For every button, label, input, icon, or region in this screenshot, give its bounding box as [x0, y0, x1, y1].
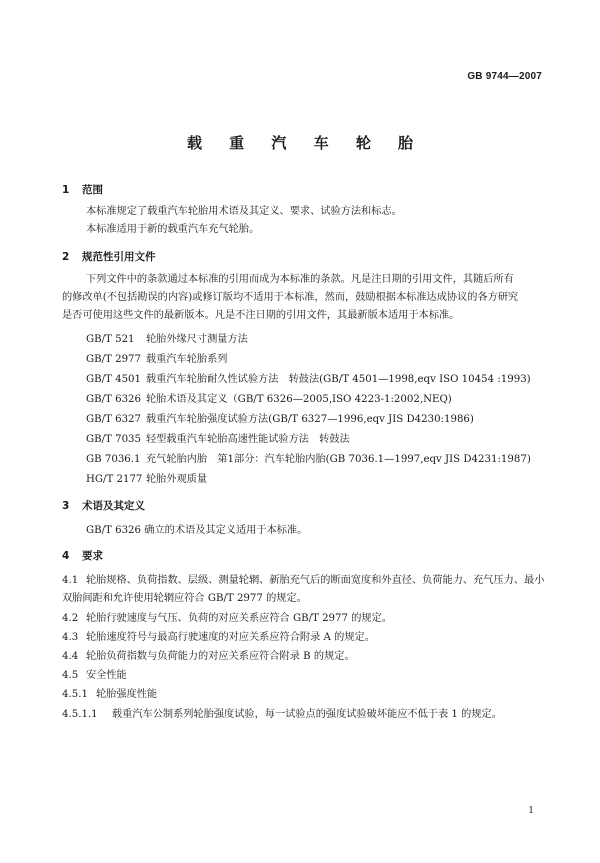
reference-code: GB/T 2977 — [86, 354, 142, 365]
section-title: 要求 — [82, 550, 103, 562]
reference-title: 载重汽车轮胎强度试验方法(GB/T 6327—1996,eqv JIS D4230:1986) — [146, 414, 474, 425]
reference-code: HG/T 2177 — [86, 474, 143, 485]
clause-text-line: 双胎间距和允许使用轮辋应符合 GB/T 2977 的规定。 — [62, 593, 307, 604]
paragraph: GB/T 6326 确立的术语及其定义适用于本标准。 — [86, 525, 308, 536]
section-title: 范围 — [82, 184, 103, 196]
clause-text: 轮胎强度性能 — [96, 689, 158, 700]
reference-title: 载重汽车轮胎耐久性试验方法 转鼓法(GB/T 4501—1998,eqv ISO 10454 :1993) — [146, 374, 531, 385]
clause-4-5-1 — [62, 685, 157, 700]
reference-code: GB/T 6327 — [86, 414, 142, 425]
reference-code: GB/T 7035 — [86, 434, 142, 445]
reference-item — [86, 470, 207, 485]
paragraph-line: 的修改单(不包括勘误的内容)或修订版均不适用于本标准，然而，鼓励根据本标准达成协议的各方研究 — [62, 292, 519, 303]
standard-number: GB 9744—2007 — [467, 71, 542, 82]
clause-text-line: 轮胎规格、负荷指数、层级、测量轮辋、新胎充气后的断面宽度和外直径、负荷能力、充气压力、最小 — [86, 575, 545, 586]
clause-text: 轮胎速度符号与最高行驶速度的对应关系应符合附录 A 的规定。 — [86, 632, 375, 643]
reference-title: 轻型载重汽车轮胎高速性能试验方法 转鼓法 — [146, 434, 350, 445]
reference-code: GB 7036.1 — [86, 454, 141, 465]
clause-4-5-1-1 — [62, 705, 502, 720]
section-3-heading — [62, 498, 145, 513]
section-title: 术语及其定义 — [82, 500, 145, 512]
reference-item — [86, 350, 228, 365]
clause-number: 4.3 — [62, 632, 79, 643]
paragraph: 本标准规定了载重汽车轮胎用术语及其定义、要求、试验方法和标志。 — [86, 206, 402, 217]
reference-code: GB/T 4501 — [86, 374, 142, 385]
clause-number: 4.1 — [62, 575, 79, 586]
reference-item — [86, 330, 248, 345]
paragraph-line: 是否可使用这些文件的最新版本。凡是不注日期的引用文件，其最新版本适用于本标准。 — [62, 310, 460, 321]
clause-number: 4.5.1.1 — [62, 709, 98, 720]
clause-4-3 — [62, 628, 375, 643]
clause-text: 轮胎负荷指数与负荷能力的对应关系应符合附录 B 的规定。 — [86, 651, 355, 662]
reference-item — [86, 410, 474, 425]
page-number: 1 — [528, 806, 534, 816]
section-number: 1 — [62, 184, 70, 196]
section-1-heading — [62, 182, 103, 197]
reference-title: 轮胎外缘尺寸测量方法 — [146, 334, 248, 345]
reference-title: 充气轮胎内胎 第1部分：汽车轮胎内胎(GB 7036.1—1997,eqv JIS D4231:1987) — [146, 454, 531, 465]
clause-4-1 — [62, 571, 544, 586]
clause-4-4 — [62, 647, 355, 662]
section-4-heading — [62, 548, 103, 563]
paragraph: 本标准适用于新的载重汽车充气轮胎。 — [86, 224, 260, 235]
reference-item — [86, 390, 452, 405]
section-2-heading — [62, 249, 156, 264]
section-number: 2 — [62, 251, 70, 263]
section-number: 4 — [62, 550, 70, 562]
reference-title: 轮胎外观质量 — [146, 474, 208, 485]
paragraph-line: 下列文件中的条款通过本标准的引用而成为本标准的条款。凡是注日期的引用文件，其随后所有 — [86, 274, 514, 285]
clause-text: 安全性能 — [86, 670, 127, 681]
reference-title: 轮胎术语及其定义（GB/T 6326—2005,ISO 4223-1:2002,NEQ) — [146, 394, 452, 405]
reference-code: GB/T 521 — [86, 334, 135, 345]
reference-item — [86, 430, 350, 445]
section-title: 规范性引用文件 — [82, 251, 156, 263]
clause-number: 4.2 — [62, 613, 79, 624]
clause-number: 4.5 — [62, 670, 79, 681]
clause-number: 4.4 — [62, 651, 79, 662]
reference-item — [86, 370, 531, 385]
section-number: 3 — [62, 500, 70, 512]
reference-code: GB/T 6326 — [86, 394, 142, 405]
clause-text: 轮胎行驶速度与气压、负荷的对应关系应符合 GB/T 2977 的规定。 — [86, 613, 392, 624]
clause-number: 4.5.1 — [62, 689, 88, 700]
document-title: 载 重 汽 车 轮 胎 — [186, 134, 425, 152]
reference-item — [86, 450, 531, 465]
clause-4-2 — [62, 609, 392, 624]
reference-title: 载重汽车轮胎系列 — [146, 354, 228, 365]
clause-text: 载重汽车公制系列轮胎强度试验，每一试验点的强度试验破坏能应不低于表 1 的规定。 — [112, 709, 502, 720]
clause-4-5 — [62, 666, 127, 681]
